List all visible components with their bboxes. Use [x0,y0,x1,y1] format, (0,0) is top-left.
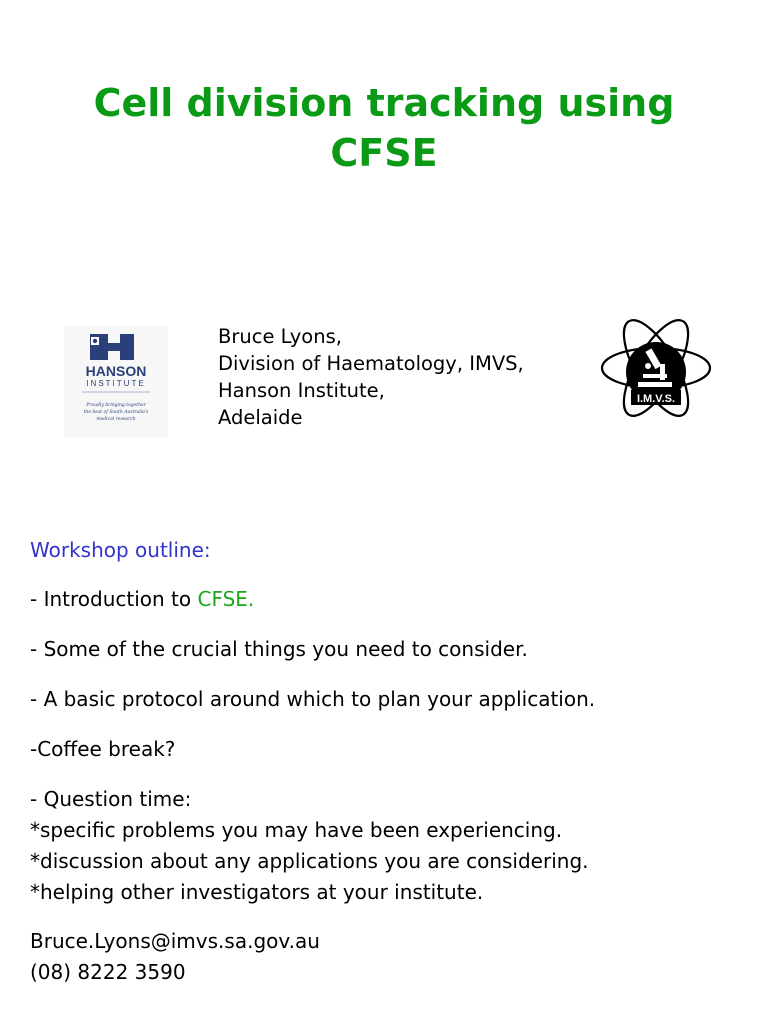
title-line-1: Cell division tracking using [93,81,675,125]
author-name: Bruce Lyons, [218,325,342,348]
author-institute: Hanson Institute, [218,379,385,402]
contact-email[interactable]: Bruce.Lyons@imvs.sa.gov.au [30,929,320,953]
hanson-logo-sub: INSTITUTE [86,379,146,388]
imvs-logo [598,316,714,428]
question-sub-1: *specific problems you may have been experiencing. [30,818,563,842]
hanson-tagline-3: medical research [96,417,136,422]
outline-item-intro-prefix: - Introduction to [30,587,198,611]
question-sub-3: *helping other investigators at your institute. [30,880,484,904]
hanson-institute-logo [64,326,168,438]
page-title [0,78,768,178]
contact-phone: (08) 8222 3590 [30,960,186,984]
author-division: Division of Haematology, IMVS, [218,352,524,375]
imvs-logo-text: I.M.V.S. [636,393,676,405]
author-block [218,323,524,431]
author-city: Adelaide [218,406,303,429]
question-sub-2: *discussion about any applications you are considering. [30,849,589,873]
workshop-outline [30,535,750,988]
hanson-tagline-2: the best of South Australia's [83,410,149,415]
outline-item-coffee: -Coffee break? [30,737,176,761]
outline-item-considerations: - Some of the crucial things you need to consider. [30,637,528,661]
hanson-logo-name: HANSON [85,363,147,379]
outline-heading: Workshop outline: [30,538,211,562]
title-line-2: CFSE [330,131,438,175]
outline-item-intro [30,583,750,615]
outline-item-questions: - Question time: [30,787,192,811]
outline-item-intro-cfse: CFSE. [197,587,255,611]
outline-item-protocol: - A basic protocol around which to plan your application. [30,687,596,711]
hanson-tagline-1: Proudly bringing together [86,403,146,408]
